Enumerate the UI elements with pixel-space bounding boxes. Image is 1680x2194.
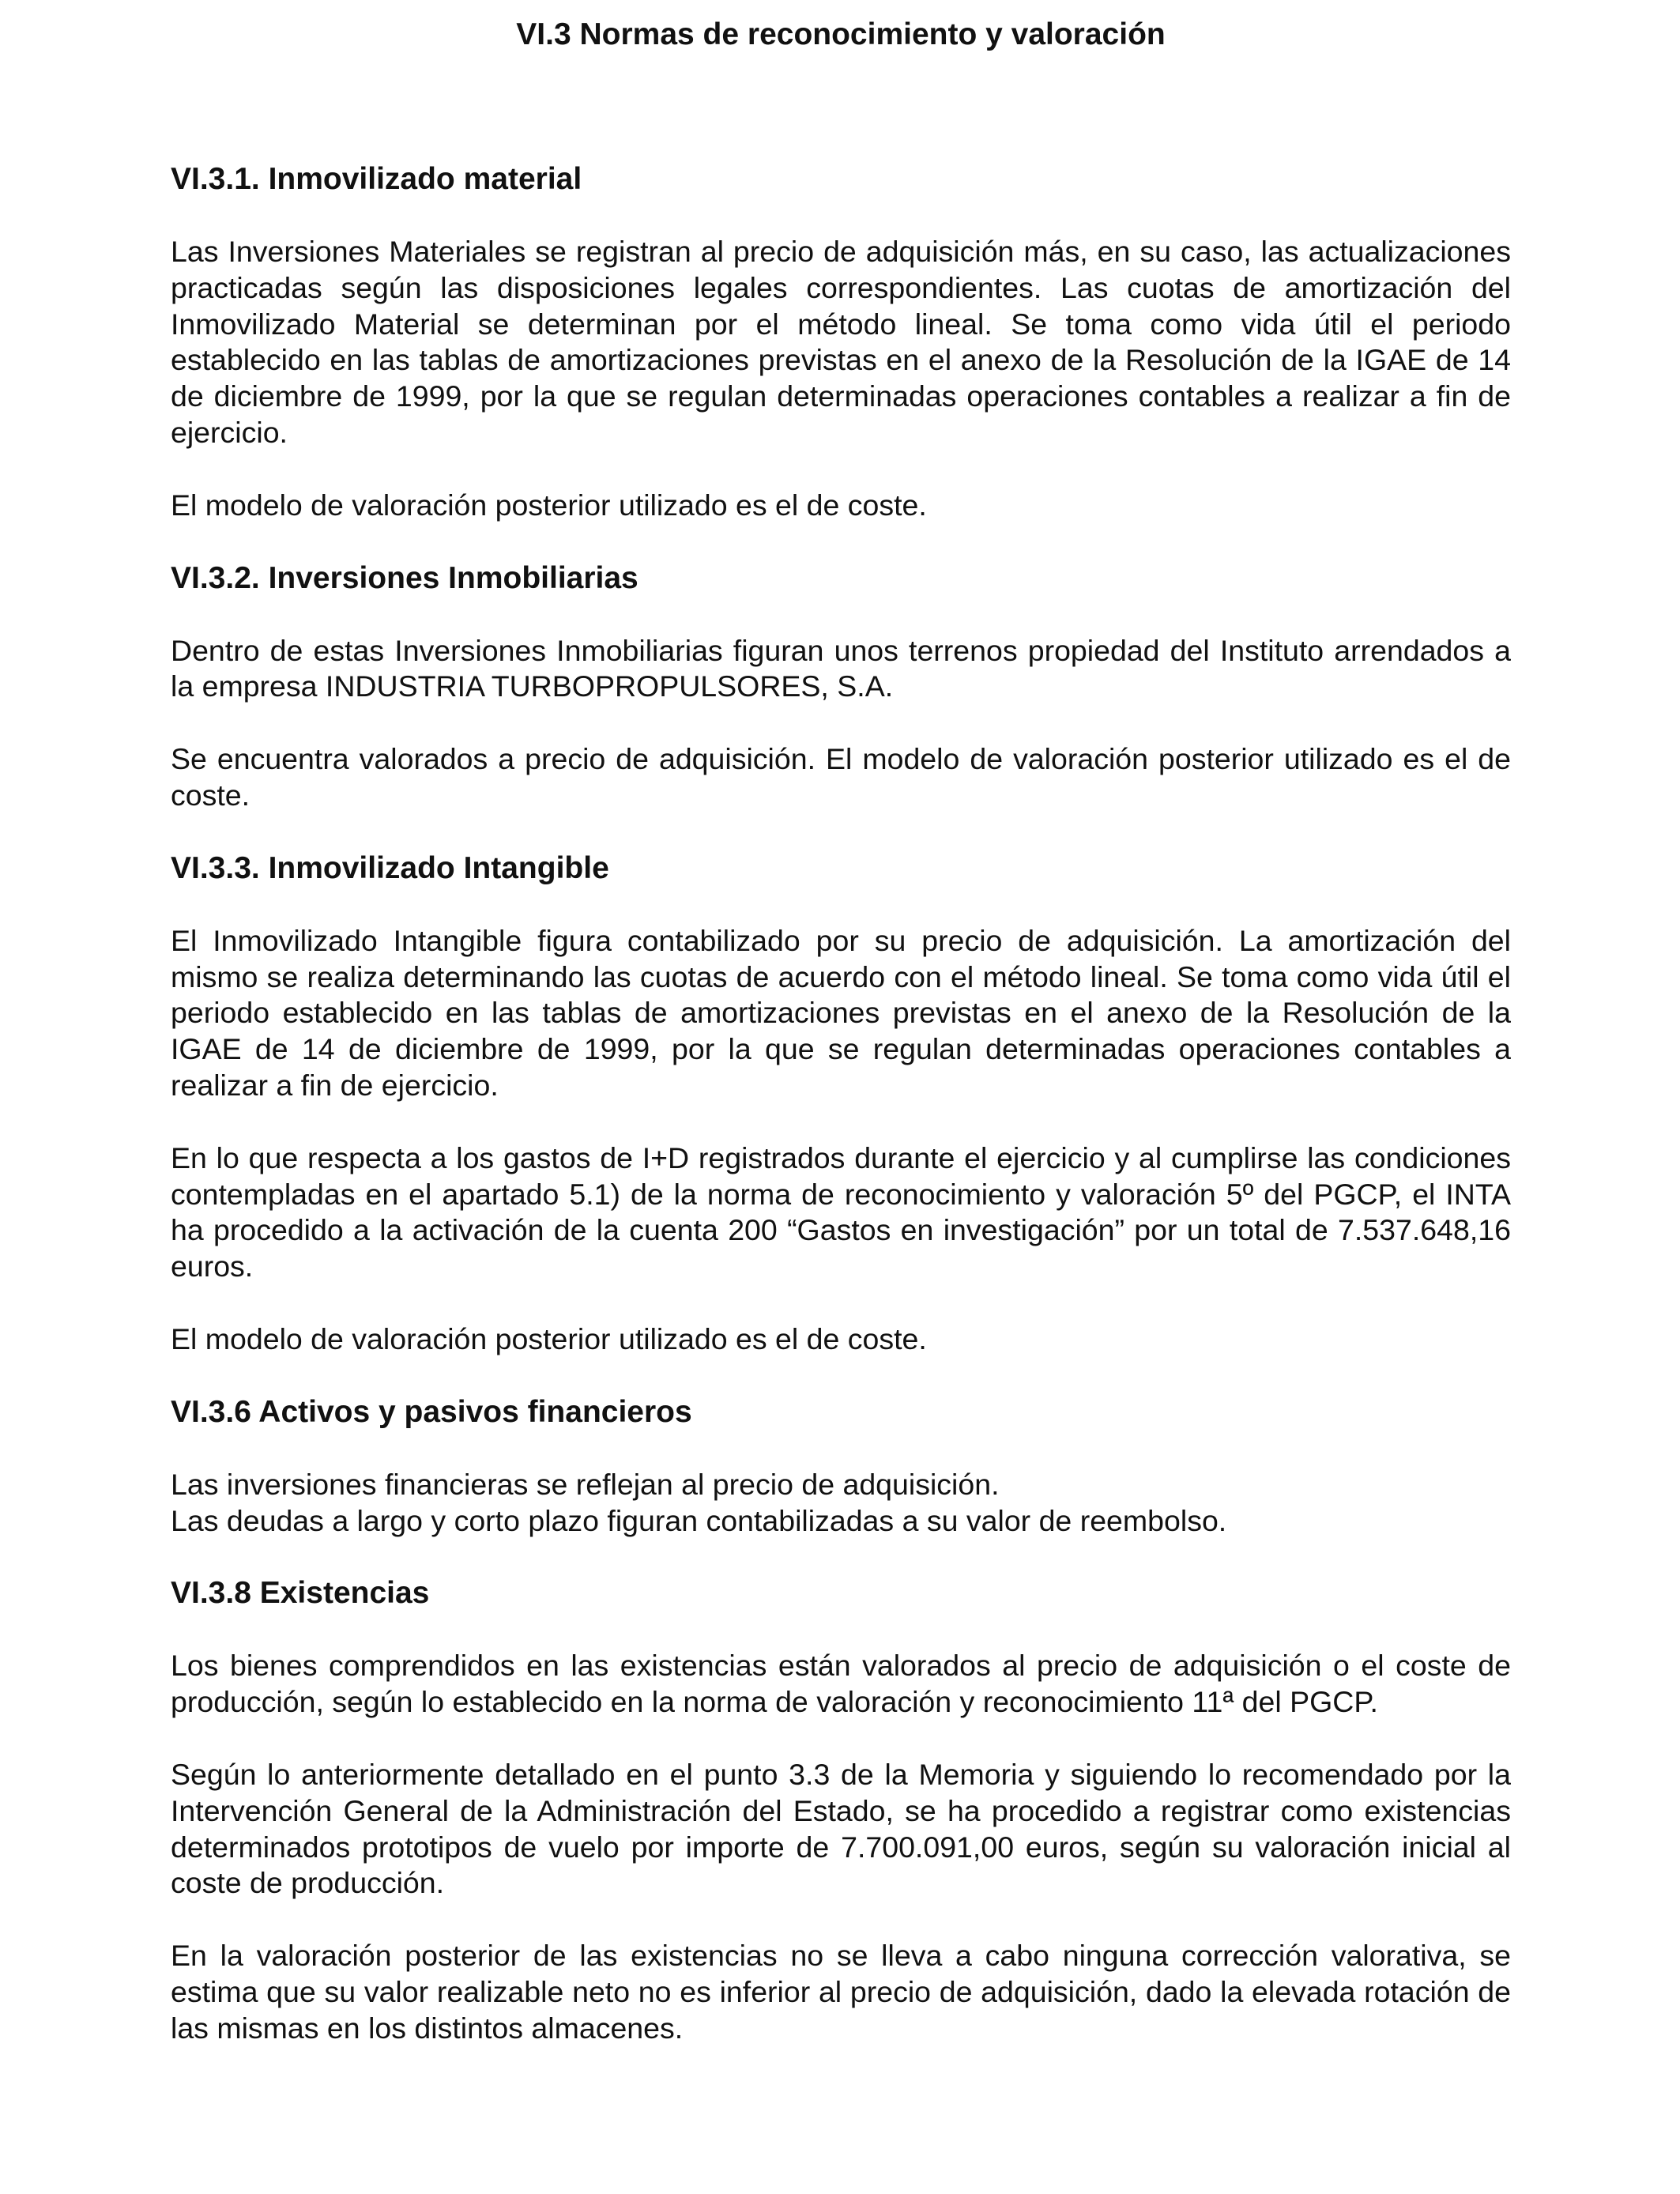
section-inversiones-inmobiliarias	[171, 560, 1511, 814]
paragraph: En la valoración posterior de las existencias no se lleva a cabo ninguna corrección valorativa, se estima que su valor realizable neto no es inferior al precio de adquisición, dado la elevada rotación de las mismas en los distintos almacenes.	[171, 1939, 1511, 2045]
section-heading: VI.3.3. Inmovilizado Intangible	[171, 850, 609, 885]
document-body	[171, 161, 1511, 2083]
section-heading: VI.3.1. Inmovilizado material	[171, 162, 582, 196]
section-heading: VI.3.2. Inversiones Inmobiliarias	[171, 560, 638, 595]
paragraph-line: Las deudas a largo y corto plazo figuran contabilizadas a su valor de reembolso.	[171, 1503, 1227, 1537]
section-inmovilizado-material	[171, 161, 1511, 524]
section-heading: VI.3.8 Existencias	[171, 1576, 430, 1611]
paragraph-group	[171, 1467, 1511, 1540]
paragraph: Dentro de estas Inversiones Inmobiliarias figuran unos terrenos propiedad del Instituto arrendados a la empresa INDUSTRIA TURBOPROPULSORES, S.A.	[171, 633, 1511, 703]
paragraph: El modelo de valoración posterior utilizado es el de coste.	[171, 1321, 927, 1355]
section-heading: VI.3.6 Activos y pasivos financieros	[171, 1394, 692, 1429]
section-activos-pasivos-financieros	[171, 1394, 1511, 1540]
paragraph: El Inmovilizado Intangible figura contabilizado por su precio de adquisición. La amortización del mismo se realiza determinando las cuotas de acuerdo con el método lineal. Se toma como vida útil el periodo establecido en las tablas de amortizaciones previstas en el anexo de la Resolución de la IGAE de 14 de diciembre de 1999, por la que se regulan determinadas operaciones contables a realizar a fin de ejercicio.	[171, 923, 1511, 1102]
paragraph: Las Inversiones Materiales se registran al precio de adquisición más, en su caso, las actualizaciones practicadas según las disposiciones legales correspondientes. Las cuotas de amortización del Inmovilizado Material se determinan por el método lineal. Se toma como vida útil el periodo establecido en las tablas de amortizaciones previstas en el anexo de la Resolución de la IGAE de 14 de diciembre de 1999, por la que se regulan determinadas operaciones contables a realizar a fin de ejercicio.	[171, 235, 1511, 449]
paragraph: Según lo anteriormente detallado en el punto 3.3 de la Memoria y siguiendo lo recomendado por la Intervención General de la Administración del Estado, se ha procedido a registrar como existencias determinados prototipos de vuelo por importe de 7.700.091,00 euros, según su valoración inicial al coste de producción.	[171, 1757, 1511, 1900]
section-existencias	[171, 1575, 1511, 2046]
page-title: VI.3 Normas de reconocimiento y valoración	[516, 17, 1166, 51]
paragraph: Los bienes comprendidos en las existencias están valorados al precio de adquisición o el coste de producción, según lo establecido en la norma de valoración y reconocimiento 11ª del PGCP.	[171, 1649, 1511, 1719]
paragraph: El modelo de valoración posterior utilizado es el de coste.	[171, 488, 927, 522]
paragraph-line: Las inversiones financieras se reflejan al precio de adquisición.	[171, 1467, 1000, 1501]
paragraph: En lo que respecta a los gastos de I+D registrados durante el ejercicio y al cumplirse las condiciones contempladas en el apartado 5.1) de la norma de reconocimiento y valoración 5º del PGCP, el INTA ha procedido a la activación de la cuenta 200 “Gastos en investigación” por un total de 7.537.648,16 euros.	[171, 1140, 1511, 1284]
paragraph: Se encuentra valorados a precio de adquisición. El modelo de valoración posterior utilizado es el de coste.	[171, 742, 1511, 812]
section-inmovilizado-intangible	[171, 850, 1511, 1358]
